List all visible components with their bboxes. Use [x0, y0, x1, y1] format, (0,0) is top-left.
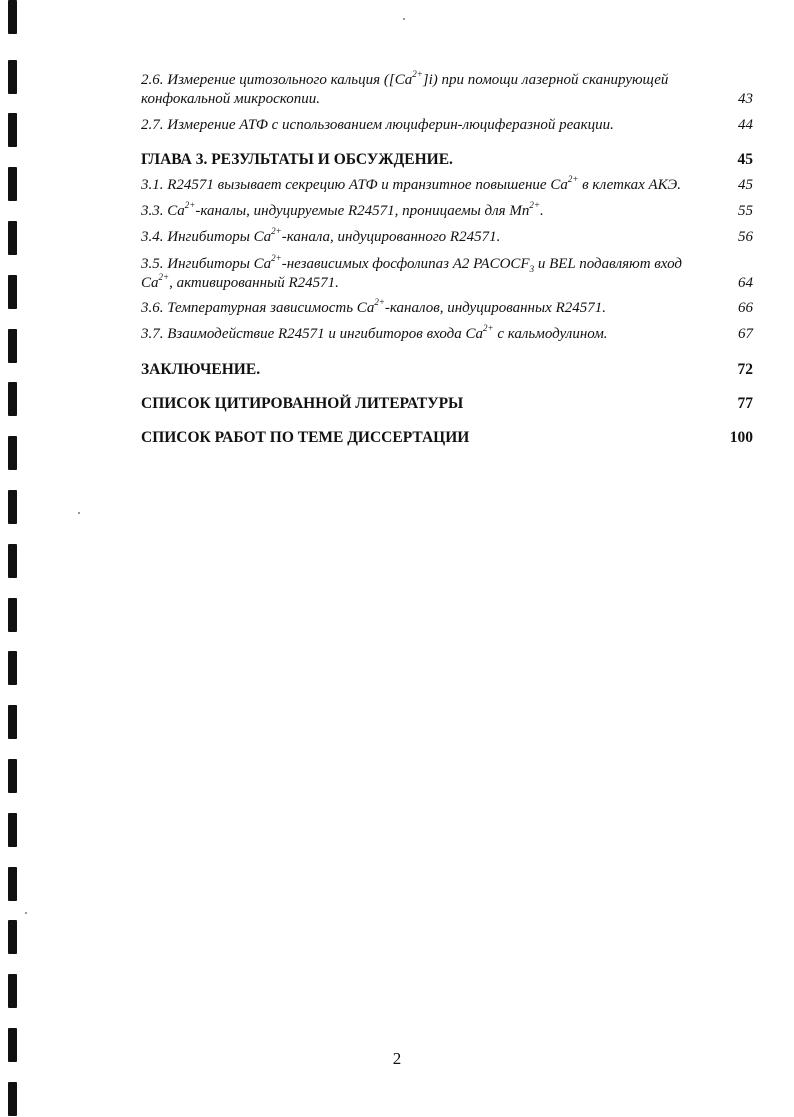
binding-mark [8, 436, 17, 470]
toc-chapter-title: ЗАКЛЮЧЕНИЕ. [141, 361, 261, 378]
binding-mark [8, 867, 17, 901]
toc-entry-title-continued: конфокальной микроскопии. [141, 91, 320, 107]
binding-mark [8, 113, 17, 147]
toc-page-number: 64 [738, 275, 753, 291]
scan-speck [403, 18, 405, 20]
toc-entry-title: 3.4. Ингибиторы $Ca^{2+}$-канала, индуцированного R24571. [141, 226, 501, 245]
toc-entry-title: 2.7. Измерение АТФ с использованием люциферин-люциферазной реакции. [141, 117, 614, 133]
binding-mark [8, 60, 17, 94]
binding-mark [8, 705, 17, 739]
toc-page-number: 43 [738, 91, 753, 107]
binding-mark [8, 275, 17, 309]
page-number: 2 [392, 1049, 402, 1068]
toc-entry-title: 3.5. Ингибиторы $Ca^{2+}$-независимых фосфолипаз А2 $PACOCF_3$ и BEL подавляют вход [141, 253, 682, 274]
binding-mark [8, 813, 17, 847]
binding-marks [8, 0, 18, 1117]
binding-mark [8, 1082, 17, 1116]
binding-mark [8, 759, 17, 793]
binding-mark [8, 598, 17, 632]
toc-page-number: 67 [738, 326, 753, 342]
toc-page-number: 44 [738, 117, 753, 133]
toc-entry-title: 3.7. Взаимодействие R24571 и ингибиторов входа $Ca^{2+}$ с кальмодулином. [141, 323, 608, 342]
toc-chapter-title: ГЛАВА 3. РЕЗУЛЬТАТЫ И ОБСУЖДЕНИЕ. [141, 151, 453, 168]
toc-page-number: 45 [738, 177, 753, 193]
scan-speck [78, 512, 80, 514]
binding-mark [8, 382, 17, 416]
toc-page-number: 66 [738, 300, 753, 316]
toc-page-number: 56 [738, 229, 753, 245]
toc-entry-title: 3.6. Температурная зависимость $Ca^{2+}$-каналов, индуцированных R24571. [141, 297, 606, 316]
toc-page-number: 45 [737, 151, 753, 168]
toc-page-number: 77 [737, 395, 753, 412]
binding-mark [8, 221, 17, 255]
toc-page-number: 55 [738, 203, 753, 219]
toc-chapter-title: СПИСОК РАБОТ ПО ТЕМЕ ДИССЕРТАЦИИ [141, 429, 470, 446]
toc-entry-title-continued: $Ca^{2+}$, активированный R24571. [141, 272, 339, 291]
toc-page-number: 100 [729, 429, 753, 446]
toc-page-number: 72 [737, 361, 753, 378]
binding-mark [8, 167, 17, 201]
toc-entry-title: 2.6. Измерение цитозольного кальция $([Ca^{2+}]i)$ при помощи лазерной сканирующей [141, 69, 669, 88]
binding-mark [8, 329, 17, 363]
binding-mark [8, 920, 17, 954]
toc-entry-title: 3.3. $Ca^{2+}$-каналы, индуцируемые R24571, проницаемы для $Mn^{2+}$. [141, 200, 544, 219]
binding-mark [8, 0, 17, 34]
binding-mark [8, 974, 17, 1008]
toc-entry-title: 3.1. R24571 вызывает секрецию АТФ и транзитное повышение $Ca^{2+}$ в клетках АКЭ. [141, 174, 681, 193]
scan-speck [25, 912, 27, 914]
binding-mark [8, 544, 17, 578]
binding-mark [8, 651, 17, 685]
binding-mark [8, 490, 17, 524]
toc-chapter-title: СПИСОК ЦИТИРОВАННОЙ ЛИТЕРАТУРЫ [141, 395, 464, 412]
